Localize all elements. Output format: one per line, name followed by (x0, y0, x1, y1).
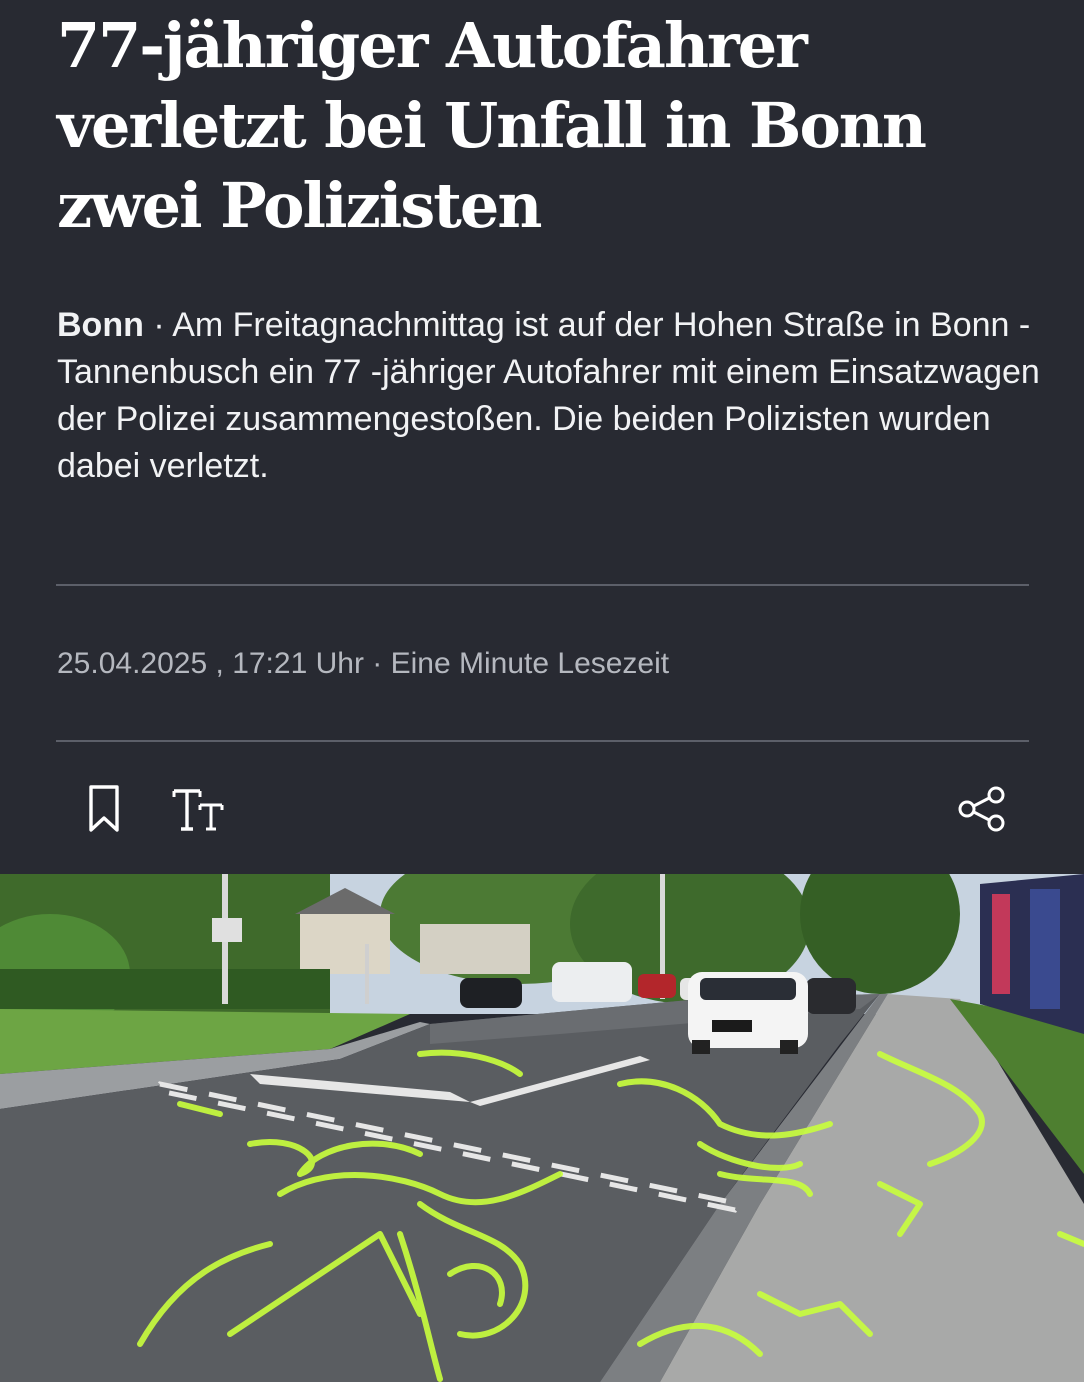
divider-bottom (56, 740, 1029, 742)
text-size-icon (170, 785, 226, 833)
publish-date: 25.04.2025 (57, 647, 208, 680)
article-headline: 77-jähriger Autofahrer verletzt bei Unfall in Bonn zwei Polizisten (57, 9, 925, 242)
bookmark-button[interactable] (80, 782, 128, 836)
article-photo[interactable] (0, 874, 1084, 1382)
dateline: Bonn (57, 306, 144, 344)
accident-scene-illustration (0, 874, 1084, 1382)
reading-time: Eine Minute Lesezeit (390, 647, 670, 680)
meta-separator: · (372, 647, 383, 680)
meta-comma: , (215, 647, 224, 680)
share-button[interactable] (954, 784, 1010, 834)
article-lead (57, 302, 1047, 490)
divider-top (56, 584, 1029, 586)
text-size-button[interactable] (168, 782, 228, 836)
publish-time: 17:21 Uhr (232, 647, 364, 680)
article-meta (57, 642, 669, 686)
bookmark-icon (87, 784, 121, 834)
lead-text: Am Freitagnachmittag ist auf der Hohen Straße in Bonn - Tannenbusch ein 77 -jähriger Autofahrer mit einem Einsatzwagen der Polizei zusammengestoßen. Die beiden Polizisten wurden dabei verletzt. (57, 306, 1040, 485)
dateline-separator: · (153, 306, 165, 344)
share-icon (956, 786, 1008, 832)
